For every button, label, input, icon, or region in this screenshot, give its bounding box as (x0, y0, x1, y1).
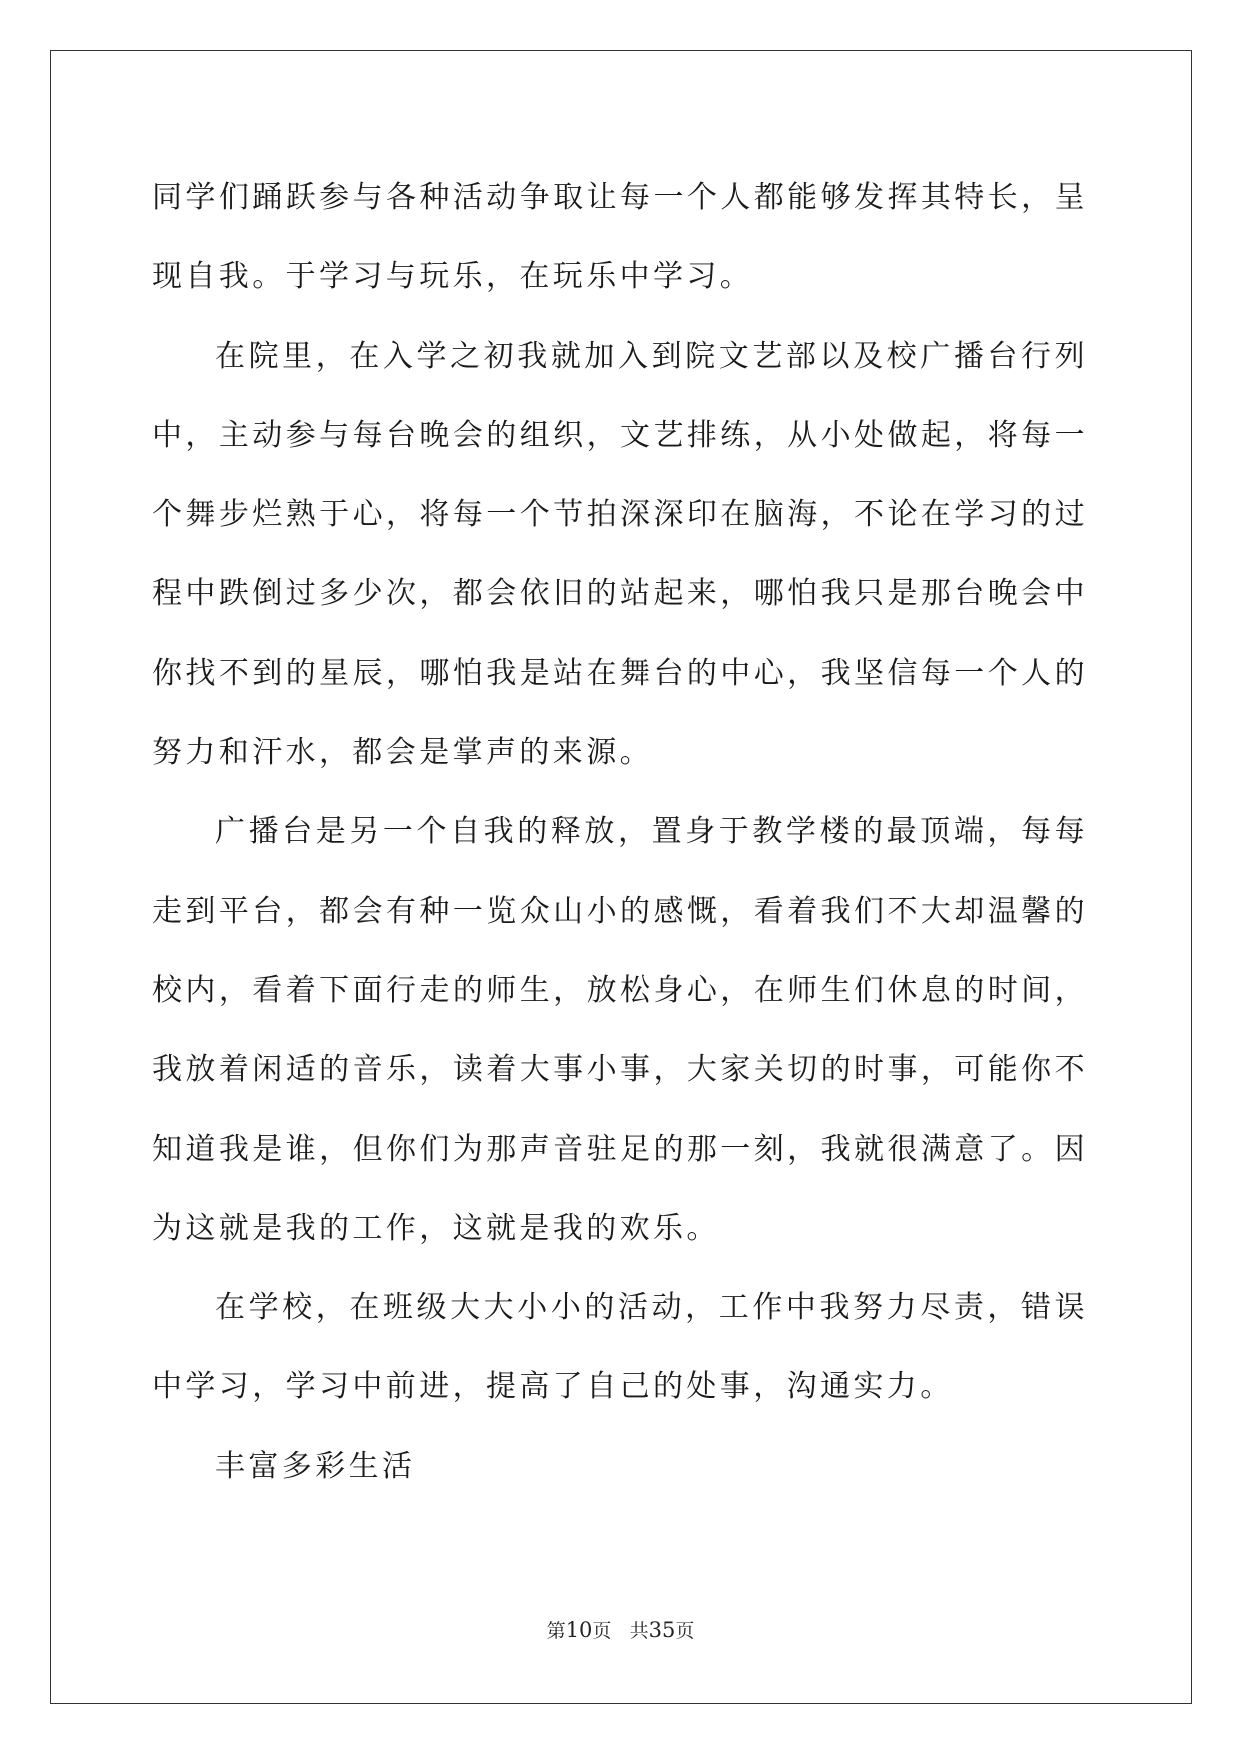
paragraph-3: 广播台是另一个自我的释放，置身于教学楼的最顶端，每每走到平台，都会有种一览众山小的感慨，看着我们不大却温馨的校内，看着下面行走的师生，放松身心，在师生们休息的时间，我放着闲适的音乐，读着大事小事，大家关切的时事，可能你不知道我是谁，但你们为那声音驻足的那一刻，我就很满意了。因为这就是我的工作，这就是我的欢乐。 (152, 814, 1088, 1246)
paragraph-2: 在院里，在入学之初我就加入到院文艺部以及校广播台行列中，主动参与每台晚会的组织，文艺排练，从小处做起，将每一个舞步烂熟于心，将每一个节拍深深印在脑海，不论在学习的过程中跌倒过多少次，都会依旧的站起来，哪怕我只是那台晚会中你找不到的星辰，哪怕我是站在舞台的中心，我坚信每一个人的努力和汗水，都会是掌声的来源。 (152, 338, 1088, 771)
document-body (152, 158, 1088, 1506)
section-heading: 丰富多彩生活 (215, 1448, 416, 1484)
total-prefix: 共 (629, 1620, 649, 1642)
total-suffix: 页 (675, 1620, 695, 1642)
total-page-number: 35 (648, 1618, 676, 1642)
page-footer (0, 1616, 1241, 1643)
paragraph-1: 同学们踊跃参与各种活动争取让每一个人都能够发挥其特长，呈现自我。于学习与玩乐，在玩乐中学习。 (152, 180, 1088, 295)
page-prefix: 第 (546, 1620, 566, 1642)
page-suffix: 页 (592, 1620, 612, 1642)
paragraph-4: 在学校，在班级大大小小的活动，工作中我努力尽责，错误中学习，学习中前进，提高了自己的处事，沟通实力。 (152, 1290, 1088, 1405)
current-page-number: 10 (565, 1618, 593, 1642)
